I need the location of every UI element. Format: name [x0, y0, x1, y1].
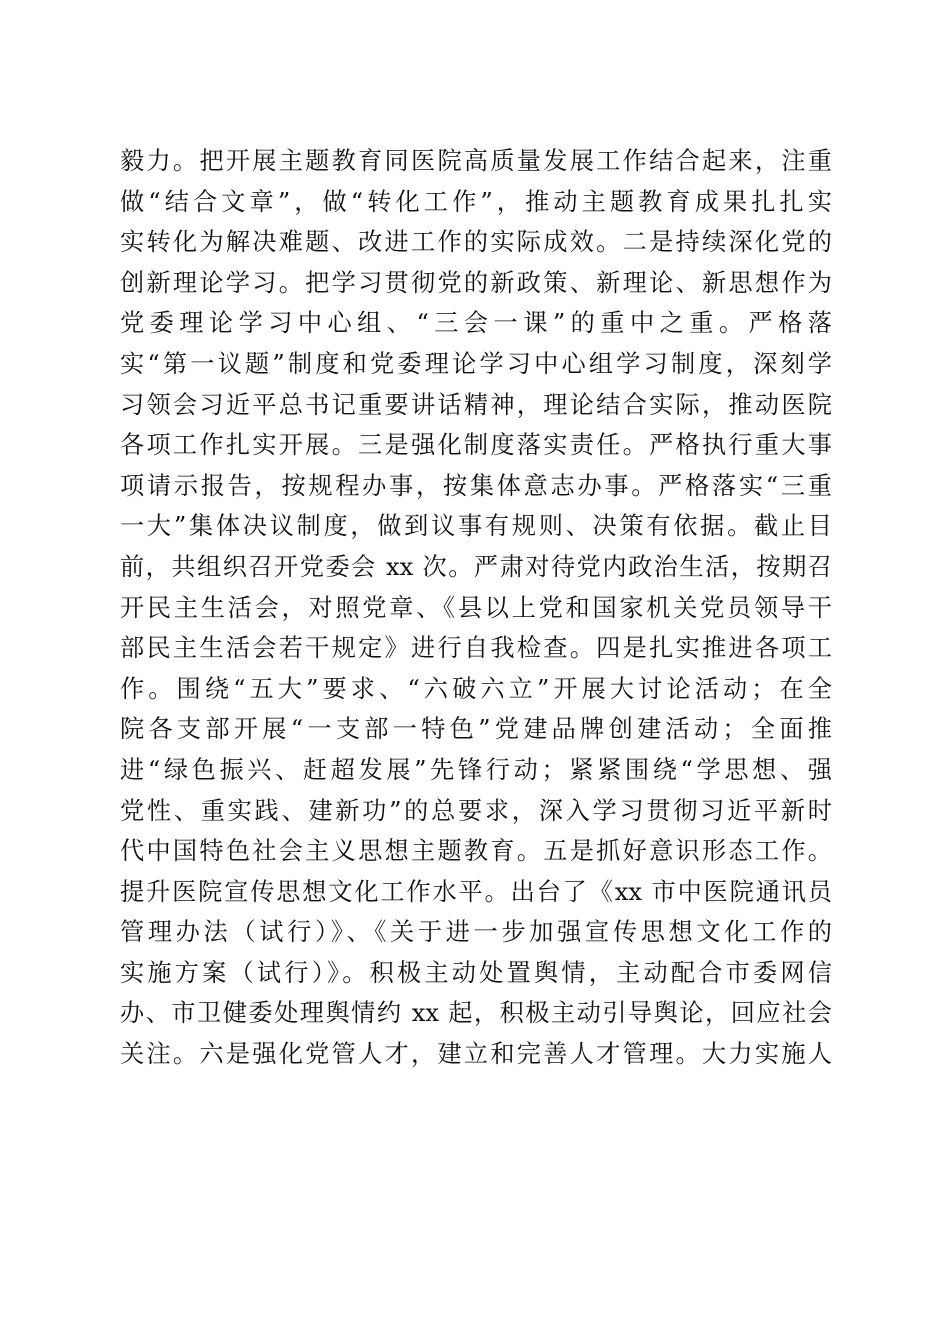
body-paragraph — [120, 141, 832, 1075]
text-line: 院各支部开展“一支部一特色”党建品牌创建活动；全面推 — [120, 715, 832, 744]
text-line: 部民主生活会若干规定》进行自我检查。四是扎实推进各项工 — [120, 634, 832, 663]
text-line: 党性、重实践、建新功”的总要求，深入学习贯彻习近平新时 — [120, 796, 832, 825]
text-line: 实转化为解决难题、改进工作的实际成效。二是持续深化党的 — [120, 228, 832, 257]
text-line: 管理办法（试行）》、《关于进一步加强宣传思想文化工作的 — [120, 918, 832, 947]
text-line: 前，共组织召开党委会 xx 次。严肃对待党内政治生活，按期召 — [120, 552, 832, 581]
text-line: 实施方案（试行）》。积极主动处置舆情，主动配合市委网信 — [120, 958, 832, 987]
text-line: 实“第一议题”制度和党委理论学习中心组学习制度，深刻学 — [120, 349, 832, 378]
text-line: 项请示报告，按规程办事，按集体意志办事。严格落实“三重 — [120, 471, 832, 500]
text-line: 开民主生活会，对照党章、《县以上党和国家机关党员领导干 — [120, 593, 832, 622]
text-line: 作。围绕“五大”要求、“六破六立”开展大讨论活动；在全 — [120, 674, 832, 703]
text-line: 各项工作扎实开展。三是强化制度落实责任。严格执行重大事 — [120, 431, 832, 460]
text-line: 创新理论学习。把学习贯彻党的新政策、新理论、新思想作为 — [120, 268, 832, 297]
text-line: 关注。六是强化党管人才，建立和完善人才管理。大力实施人 — [120, 1040, 832, 1069]
text-line: 代中国特色社会主义思想主题教育。五是抓好意识形态工作。 — [120, 837, 832, 866]
text-line: 进“绿色振兴、赶超发展”先锋行动；紧紧围绕“学思想、强 — [120, 755, 832, 784]
text-line: 毅力。把开展主题教育同医院高质量发展工作结合起来，注重 — [120, 147, 832, 175]
text-line: 习领会习近平总书记重要讲话精神，理论结合实际，推动医院 — [120, 390, 832, 419]
text-line: 提升医院宣传思想文化工作水平。出台了《xx 市中医院通讯员 — [120, 877, 832, 906]
text-line: 党委理论学习中心组、“三会一课”的重中之重。严格落 — [120, 309, 832, 338]
text-line: 一大”集体决议制度，做到议事有规则、决策有依据。截止目 — [120, 512, 832, 541]
text-line: 做“结合文章”，做“转化工作”，推动主题教育成果扎扎实 — [120, 187, 832, 216]
text-line: 办、市卫健委处理舆情约 xx 起，积极主动引导舆论，回应社会 — [120, 999, 832, 1028]
